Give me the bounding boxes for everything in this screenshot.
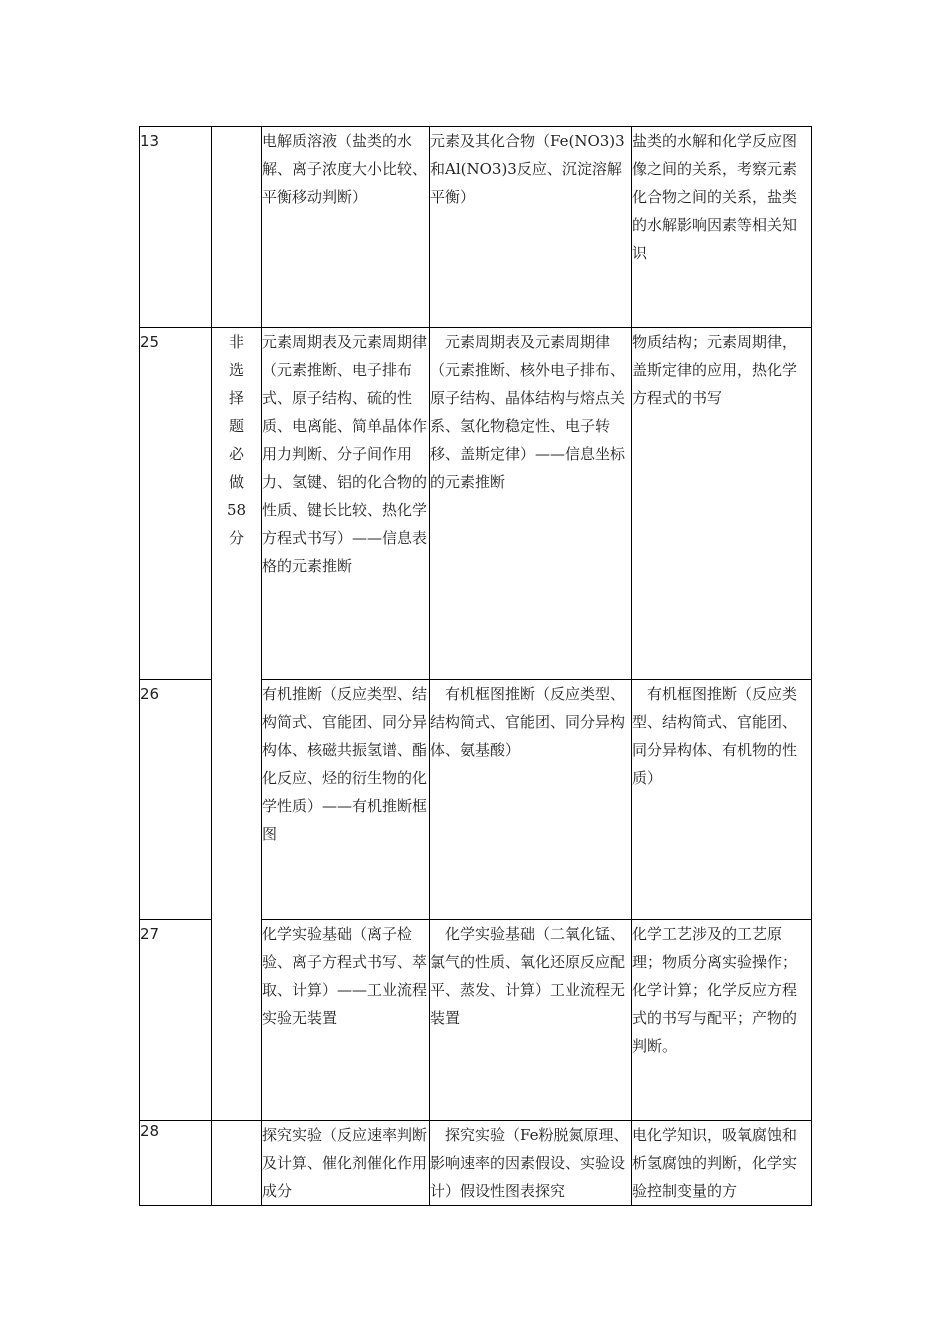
question-number: 25	[140, 328, 212, 680]
exam-cell: 化学实验基础（二氧化锰、氯气的性质、氧化还原反应配平、蒸发、计算）工业流程无装置	[430, 920, 632, 1121]
exam-analysis-table	[139, 126, 812, 1206]
focus-cell: 有机框图推断（反应类型、结构简式、官能团、同分异构体、有机物的性质）	[632, 680, 812, 920]
question-number: 26	[140, 680, 212, 920]
table-row	[140, 328, 812, 680]
content-cell: 化学实验基础（离子检验、离子方程式书写、萃取、计算）——工业流程实验无装置	[262, 920, 430, 1121]
focus-cell: 物质结构；元素周期律，盖斯定律的应用，热化学方程式的书写	[632, 328, 812, 680]
focus-cell: 盐类的水解和化学反应图像之间的关系，考察元素化合物之间的关系，盐类的水解影响因素等相关知识	[632, 127, 812, 328]
exam-cell: 元素及其化合物（Fe(NO3)3和Al(NO3)3反应、沉淀溶解平衡）	[430, 127, 632, 328]
category-cell	[212, 1121, 262, 1206]
exam-cell: 探究实验（Fe粉脱氮原理、影响速率的因素假设、实验设计）假设性图表探究	[430, 1121, 632, 1206]
category-cell	[212, 328, 262, 1121]
question-number: 27	[140, 920, 212, 1121]
content-cell: 电解质溶液（盐类的水解、离子浓度大小比较、平衡移动判断）	[262, 127, 430, 328]
exam-cell: 元素周期表及元素周期律（元素推断、核外电子排布、原子结构、晶体结构与熔点关系、氢化物稳定性、电子转移、盖斯定律）——信息坐标的元素推断	[430, 328, 632, 680]
focus-cell: 化学工艺涉及的工艺原理；物质分离实验操作；化学计算；化学反应方程式的书写与配平；产物的判断。	[632, 920, 812, 1121]
focus-cell: 电化学知识，吸氧腐蚀和析氢腐蚀的判断，化学实验控制变量的方	[632, 1121, 812, 1206]
exam-cell: 有机框图推断（反应类型、结构简式、官能团、同分异构体、氨基酸）	[430, 680, 632, 920]
category-cell	[212, 127, 262, 328]
content-cell: 元素周期表及元素周期律（元素推断、电子排布式、原子结构、硫的性质、电离能、简单晶体作用力判断、分子间作用力、氢键、铝的化合物的性质、键长比较、热化学方程式书写）——信息表格的元素推断	[262, 328, 430, 680]
content-cell: 探究实验（反应速率判断及计算、催化剂催化作用成分	[262, 1121, 430, 1206]
table-row	[140, 127, 812, 328]
question-number: 13	[140, 127, 212, 328]
question-number: 28	[140, 1121, 212, 1206]
table-row	[140, 1121, 812, 1206]
category-label: 非选择题必做58分	[226, 333, 247, 547]
content-cell: 有机推断（反应类型、结构简式、官能团、同分异构体、核磁共振氢谱、酯化反应、烃的衍生物的化学性质）——有机推断框图	[262, 680, 430, 920]
